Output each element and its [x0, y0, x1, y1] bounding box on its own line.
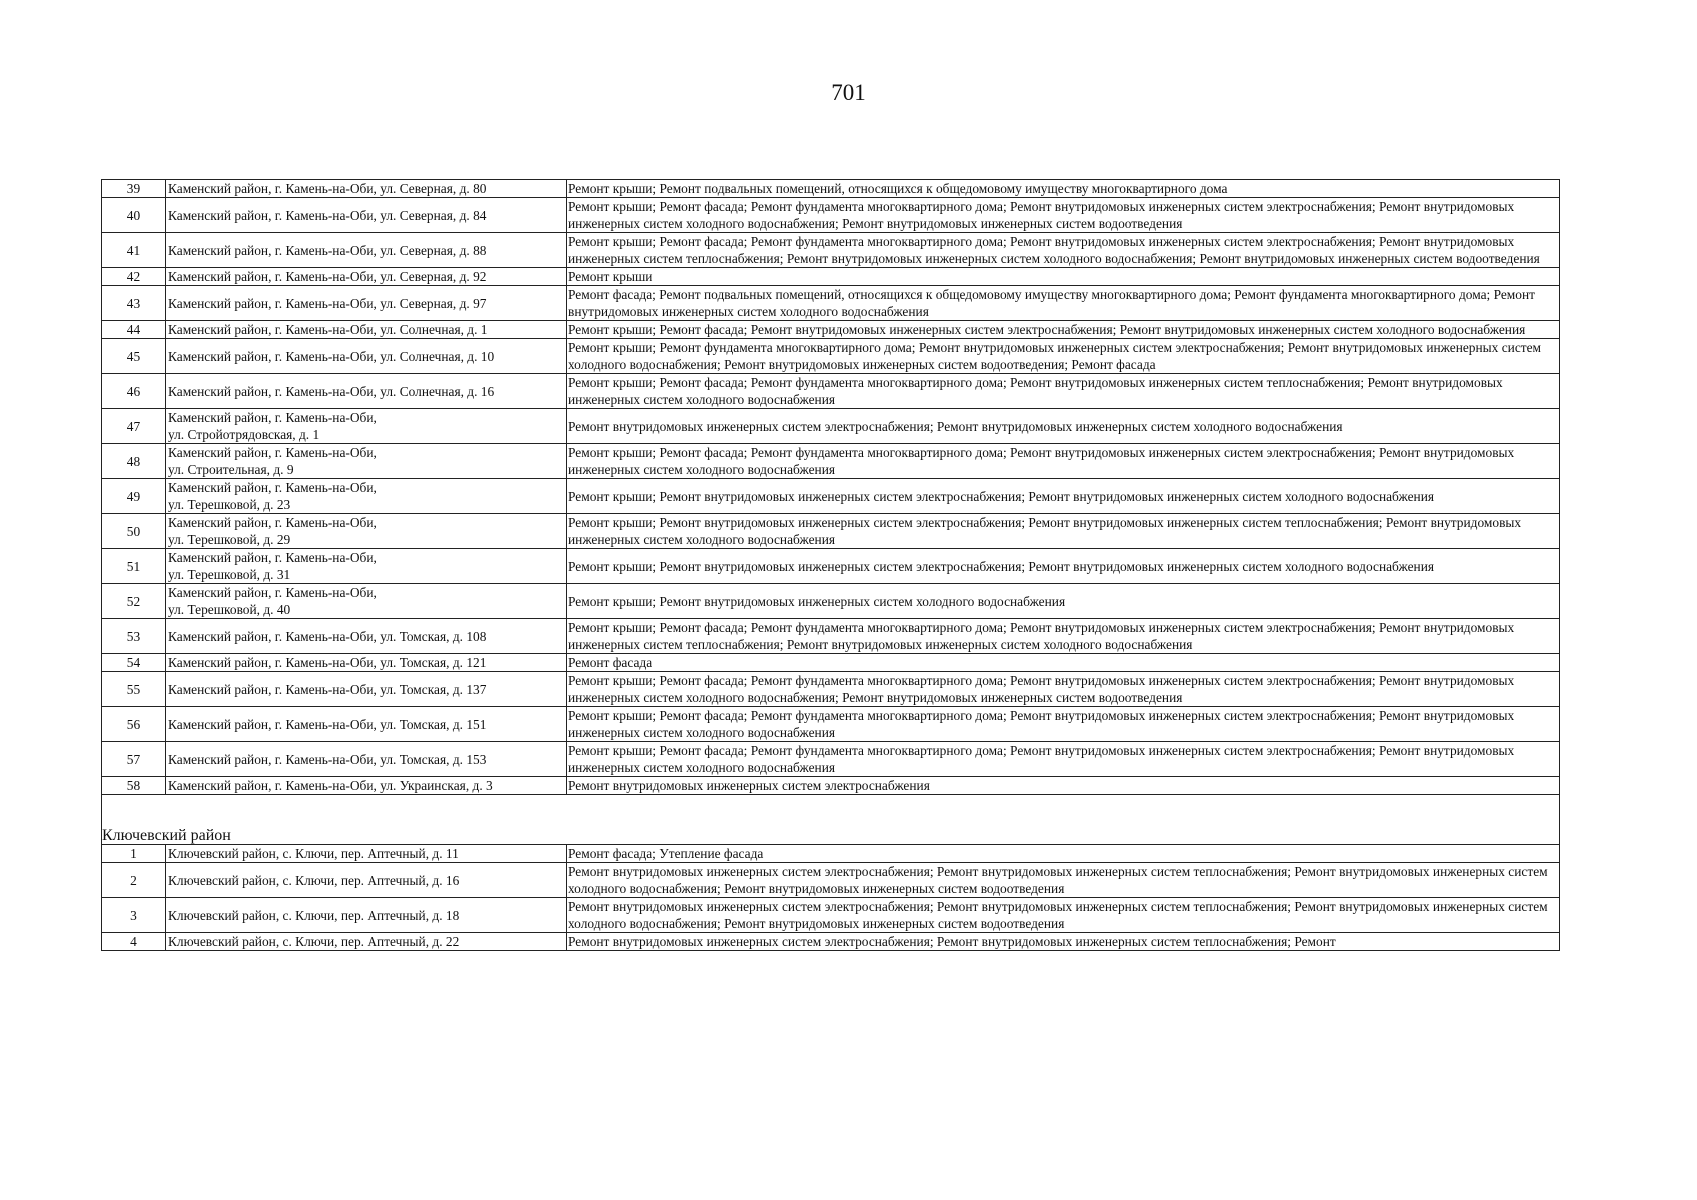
row-address: Каменский район, г. Камень-на-Оби, ул. Украинская, д. 3	[166, 777, 567, 795]
row-work: Ремонт крыши; Ремонт внутридомовых инженерных систем электроснабжения; Ремонт внутридомовых инженерных систем холодного водоснабжения	[567, 479, 1560, 514]
table-row	[102, 619, 1560, 654]
row-work: Ремонт внутридомовых инженерных систем электроснабжения	[567, 777, 1560, 795]
row-number: 58	[102, 777, 166, 795]
row-number: 55	[102, 672, 166, 707]
table-row	[102, 933, 1560, 951]
address-line-2: ул. Стройотрядовская, д. 1	[168, 427, 320, 442]
row-number: 42	[102, 268, 166, 286]
table-row	[102, 479, 1560, 514]
row-number: 56	[102, 707, 166, 742]
row-address: Ключевский район, с. Ключи, пер. Аптечный, д. 16	[166, 863, 567, 898]
row-number: 39	[102, 180, 166, 198]
row-number: 53	[102, 619, 166, 654]
table-row	[102, 845, 1560, 863]
table-row	[102, 339, 1560, 374]
row-work: Ремонт крыши; Ремонт внутридомовых инженерных систем электроснабжения; Ремонт внутридомовых инженерных систем холодного водоснабжения	[567, 549, 1560, 584]
row-work: Ремонт внутридомовых инженерных систем электроснабжения; Ремонт внутридомовых инженерных систем теплоснабжения; Ремонт	[567, 933, 1560, 951]
table-row	[102, 374, 1560, 409]
row-number: 40	[102, 198, 166, 233]
row-number: 49	[102, 479, 166, 514]
address-line-2: ул. Терешковой, д. 23	[168, 497, 291, 512]
row-address: Каменский район, г. Камень-на-Оби, ул. Томская, д. 151	[166, 707, 567, 742]
table-row	[102, 444, 1560, 479]
row-number: 41	[102, 233, 166, 268]
table-row	[102, 409, 1560, 444]
address-line-2: ул. Терешковой, д. 40	[168, 602, 291, 617]
row-address: Каменский район, г. Камень-на-Оби, ул. Северная, д. 80	[166, 180, 567, 198]
table-row	[102, 198, 1560, 233]
address-line-1: Каменский район, г. Камень-на-Оби,	[168, 480, 377, 495]
row-address: Каменский район, г. Камень-на-Оби, ул. Томская, д. 137	[166, 672, 567, 707]
row-work: Ремонт внутридомовых инженерных систем электроснабжения; Ремонт внутридомовых инженерных систем теплоснабжения; Ремонт внутридомовых инженерных систем холодного водоснабжения; Ремонт внутридомовых инженерных систем водоотведения	[567, 898, 1560, 933]
row-number: 54	[102, 654, 166, 672]
row-address: Каменский район, г. Камень-на-Оби, ул. Северная, д. 92	[166, 268, 567, 286]
table-row	[102, 672, 1560, 707]
row-address: Ключевский район, с. Ключи, пер. Аптечный, д. 22	[166, 933, 567, 951]
region-title: Ключевский район	[102, 826, 1560, 845]
row-address: Каменский район, г. Камень-на-Оби, ул. Томская, д. 153	[166, 742, 567, 777]
row-address	[166, 444, 567, 479]
table-row	[102, 321, 1560, 339]
address-line-2: ул. Терешковой, д. 29	[168, 532, 291, 547]
table-row	[102, 514, 1560, 549]
row-address: Каменский район, г. Камень-на-Оби, ул. Северная, д. 88	[166, 233, 567, 268]
address-line-1: Каменский район, г. Камень-на-Оби,	[168, 445, 377, 460]
region-heading-row	[102, 826, 1560, 845]
row-work: Ремонт крыши; Ремонт фасада; Ремонт фундамента многоквартирного дома; Ремонт внутридомовых инженерных систем электроснабжения; Ремонт внутридомовых инженерных систем теплоснабжения; Ремонт внутридомовых инженерных систем холодного водоснабжения; Ремонт внутридомовых инженерных систем водоотведения	[567, 233, 1560, 268]
row-work: Ремонт крыши; Ремонт фасада; Ремонт фундамента многоквартирного дома; Ремонт внутридомовых инженерных систем теплоснабжения; Ремонт внутридомовых инженерных систем холодного водоснабжения	[567, 374, 1560, 409]
table-row	[102, 268, 1560, 286]
row-work: Ремонт крыши; Ремонт подвальных помещений, относящихся к общедомовому имуществу многоквартирного дома	[567, 180, 1560, 198]
address-line-2: ул. Терешковой, д. 31	[168, 567, 291, 582]
repair-table	[101, 179, 1560, 951]
row-work: Ремонт крыши; Ремонт фундамента многоквартирного дома; Ремонт внутридомовых инженерных систем электроснабжения; Ремонт внутридомовых инженерных систем холодного водоснабжения; Ремонт внутридомовых инженерных систем водоотведения; Ремонт фасада	[567, 339, 1560, 374]
table-row	[102, 777, 1560, 795]
row-address: Ключевский район, с. Ключи, пер. Аптечный, д. 18	[166, 898, 567, 933]
row-work: Ремонт фасада	[567, 654, 1560, 672]
row-number: 3	[102, 898, 166, 933]
row-number: 51	[102, 549, 166, 584]
row-number: 4	[102, 933, 166, 951]
row-address: Каменский район, г. Камень-на-Оби, ул. Северная, д. 84	[166, 198, 567, 233]
row-work: Ремонт крыши; Ремонт фасада; Ремонт фундамента многоквартирного дома; Ремонт внутридомовых инженерных систем электроснабжения; Ремонт внутридомовых инженерных систем холодного водоснабжения; Ремонт внутридомовых инженерных систем водоотведения	[567, 198, 1560, 233]
row-number: 45	[102, 339, 166, 374]
address-line-1: Каменский район, г. Камень-на-Оби,	[168, 410, 377, 425]
row-number: 1	[102, 845, 166, 863]
table-body	[102, 180, 1560, 951]
row-number: 47	[102, 409, 166, 444]
table-row	[102, 863, 1560, 898]
row-number: 44	[102, 321, 166, 339]
table-row	[102, 742, 1560, 777]
table-row	[102, 584, 1560, 619]
row-address	[166, 584, 567, 619]
row-address: Каменский район, г. Камень-на-Оби, ул. Томская, д. 121	[166, 654, 567, 672]
row-address: Каменский район, г. Камень-на-Оби, ул. Солнечная, д. 10	[166, 339, 567, 374]
row-number: 48	[102, 444, 166, 479]
row-work: Ремонт крыши	[567, 268, 1560, 286]
row-work: Ремонт крыши; Ремонт внутридомовых инженерных систем электроснабжения; Ремонт внутридомовых инженерных систем теплоснабжения; Ремонт внутридомовых инженерных систем холодного водоснабжения	[567, 514, 1560, 549]
table-row	[102, 286, 1560, 321]
table-row	[102, 707, 1560, 742]
table-row	[102, 549, 1560, 584]
row-address	[166, 549, 567, 584]
row-work: Ремонт крыши; Ремонт фасада; Ремонт фундамента многоквартирного дома; Ремонт внутридомовых инженерных систем электроснабжения; Ремонт внутридомовых инженерных систем холодного водоснабжения; Ремонт внутридомовых инженерных систем водоотведения	[567, 672, 1560, 707]
row-address: Каменский район, г. Камень-на-Оби, ул. Томская, д. 108	[166, 619, 567, 654]
region-spacer	[102, 795, 1560, 827]
row-work: Ремонт фасада; Ремонт подвальных помещений, относящихся к общедомовому имуществу многоквартирного дома; Ремонт фундамента многоквартирного дома; Ремонт внутридомовых инженерных систем холодного водоснабжения	[567, 286, 1560, 321]
row-address	[166, 479, 567, 514]
page-number: 701	[831, 80, 866, 105]
row-work: Ремонт внутридомовых инженерных систем электроснабжения; Ремонт внутридомовых инженерных систем холодного водоснабжения	[567, 409, 1560, 444]
table-row	[102, 654, 1560, 672]
row-work: Ремонт фасада; Утепление фасада	[567, 845, 1560, 863]
row-work: Ремонт крыши; Ремонт фасада; Ремонт фундамента многоквартирного дома; Ремонт внутридомовых инженерных систем электроснабжения; Ремонт внутридомовых инженерных систем холодного водоснабжения	[567, 444, 1560, 479]
address-line-2: ул. Строительная, д. 9	[168, 462, 294, 477]
row-address: Каменский район, г. Камень-на-Оби, ул. Солнечная, д. 1	[166, 321, 567, 339]
row-work: Ремонт внутридомовых инженерных систем электроснабжения; Ремонт внутридомовых инженерных систем теплоснабжения; Ремонт внутридомовых инженерных систем холодного водоснабжения; Ремонт внутридомовых инженерных систем водоотведения	[567, 863, 1560, 898]
row-address	[166, 409, 567, 444]
row-address: Каменский район, г. Камень-на-Оби, ул. Северная, д. 97	[166, 286, 567, 321]
row-work: Ремонт крыши; Ремонт фасада; Ремонт внутридомовых инженерных систем электроснабжения; Ремонт внутридомовых инженерных систем холодного водоснабжения	[567, 321, 1560, 339]
table-row	[102, 233, 1560, 268]
row-number: 46	[102, 374, 166, 409]
row-address	[166, 514, 567, 549]
row-address: Каменский район, г. Камень-на-Оби, ул. Солнечная, д. 16	[166, 374, 567, 409]
row-work: Ремонт крыши; Ремонт фасада; Ремонт фундамента многоквартирного дома; Ремонт внутридомовых инженерных систем электроснабжения; Ремонт внутридомовых инженерных систем холодного водоснабжения	[567, 707, 1560, 742]
row-number: 57	[102, 742, 166, 777]
address-line-1: Каменский район, г. Камень-на-Оби,	[168, 515, 377, 530]
address-line-1: Каменский район, г. Камень-на-Оби,	[168, 550, 377, 565]
row-work: Ремонт крыши; Ремонт фасада; Ремонт фундамента многоквартирного дома; Ремонт внутридомовых инженерных систем электроснабжения; Ремонт внутридомовых инженерных систем холодного водоснабжения	[567, 742, 1560, 777]
row-number: 52	[102, 584, 166, 619]
address-line-1: Каменский район, г. Камень-на-Оби,	[168, 585, 377, 600]
row-work: Ремонт крыши; Ремонт фасада; Ремонт фундамента многоквартирного дома; Ремонт внутридомовых инженерных систем электроснабжения; Ремонт внутридомовых инженерных систем теплоснабжения; Ремонт внутридомовых инженерных систем холодного водоснабжения	[567, 619, 1560, 654]
table-row	[102, 898, 1560, 933]
row-work: Ремонт крыши; Ремонт внутридомовых инженерных систем холодного водоснабжения	[567, 584, 1560, 619]
row-address: Ключевский район, с. Ключи, пер. Аптечный, д. 11	[166, 845, 567, 863]
row-number: 50	[102, 514, 166, 549]
row-number: 2	[102, 863, 166, 898]
table-row	[102, 180, 1560, 198]
row-number: 43	[102, 286, 166, 321]
